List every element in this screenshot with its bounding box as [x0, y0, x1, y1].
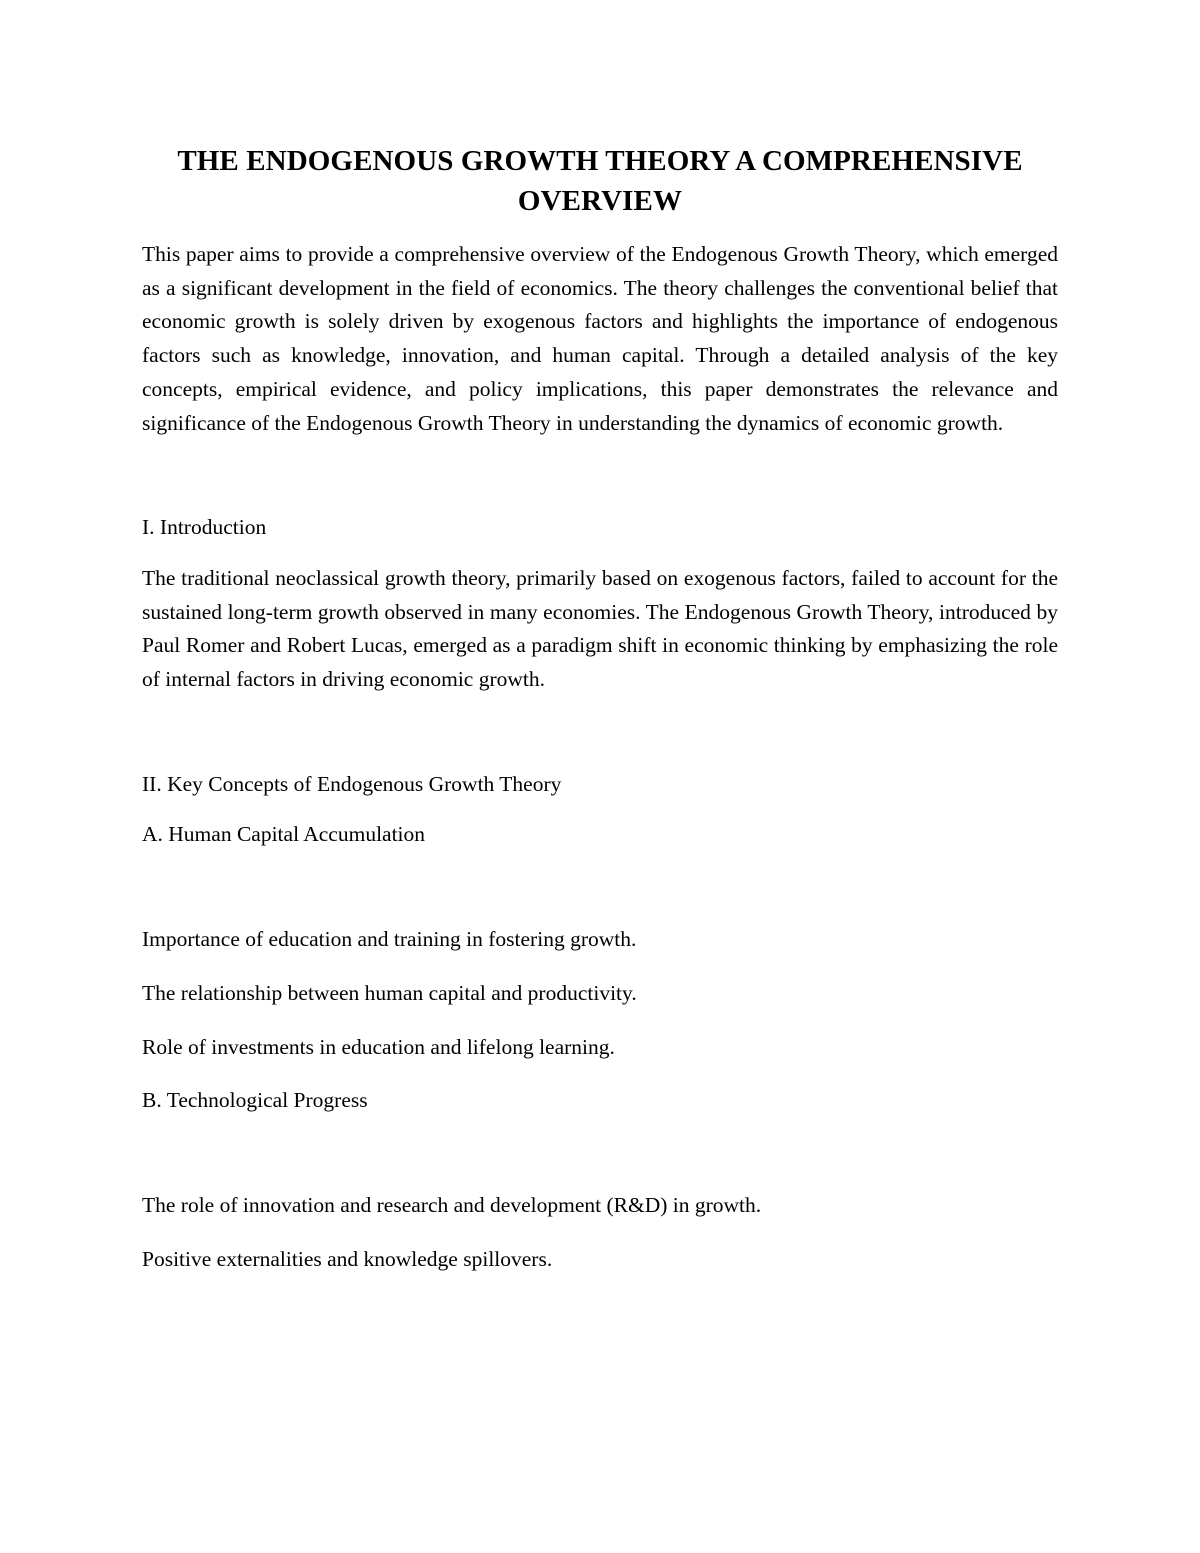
list-item: Importance of education and training in fostering growth.	[142, 927, 637, 952]
section-heading-key-concepts: II. Key Concepts of Endogenous Growth Theory	[142, 771, 562, 796]
list-item: The role of innovation and research and development (R&D) in growth.	[142, 1192, 762, 1217]
section-heading-introduction: I. Introduction	[142, 515, 267, 540]
subsection-heading-human-capital: A. Human Capital Accumulation	[142, 822, 426, 847]
subsection-heading-technological-progress: B. Technological Progress	[142, 1088, 368, 1113]
abstract-paragraph: This paper aims to provide a comprehensive overview of the Endogenous Growth Theory, which emerged as a significant development in the field of economics. The theory challenges the conventional belief that economic growth is solely driven by exogenous factors and highlights the importance of endogenous factors such as knowledge, innovation, and human capital. Through a detailed analysis of the key concepts, empirical evidence, and policy implications, this paper demonstrates the relevance and significance of the Endogenous Growth Theory in understanding the dynamics of economic growth.	[142, 242, 1058, 435]
introduction-paragraph: The traditional neoclassical growth theory, primarily based on exogenous factors, failed to account for the sustained long-term growth observed in many economies. The Endogenous Growth Theory, introduced by Paul Romer and Robert Lucas, emerged as a paradigm shift in economic thinking by emphasizing the role of internal factors in driving economic growth.	[142, 565, 1058, 692]
list-item: The relationship between human capital and productivity.	[142, 980, 637, 1005]
list-item: Positive externalities and knowledge spillovers.	[142, 1246, 553, 1271]
list-item: Role of investments in education and lifelong learning.	[142, 1034, 615, 1059]
document-title: THE ENDOGENOUS GROWTH THEORY A COMPREHENSIVE OVERVIEW	[177, 145, 1023, 217]
